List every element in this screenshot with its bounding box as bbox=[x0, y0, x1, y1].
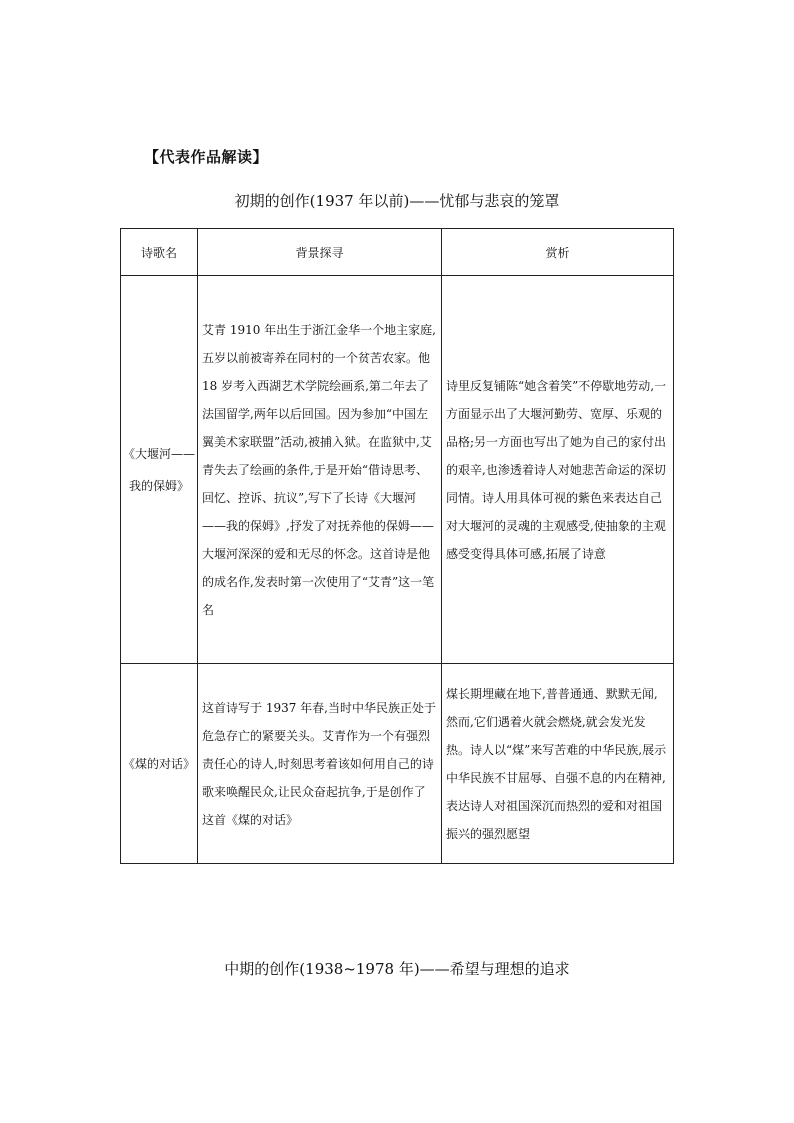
poem-name-cell: 《煤的对话》 bbox=[121, 664, 198, 864]
table-header-row bbox=[121, 229, 674, 276]
works-table bbox=[120, 228, 674, 864]
header-analysis: 赏析 bbox=[442, 229, 674, 276]
table-row bbox=[121, 276, 674, 664]
poem-name-cell: 《大堰河——我的保姆》 bbox=[121, 276, 198, 664]
analysis-cell: 诗里反复铺陈“她含着笑”不停歇地劳动,一方面显示出了大堰河勤劳、宽厚、乐观的品格;另一方面也写出了她为自己的家付出的艰辛,也渗透着诗人对她悲苦命运的深切同情。诗人用具体可视的紫色来表达自己对大堰河的灵魂的主观感受,使抽象的主观感受变得具体可感,拓展了诗意 bbox=[442, 276, 674, 664]
table-row bbox=[121, 664, 674, 864]
background-cell: 艾青 1910 年出生于浙江金华一个地主家庭,五岁以前被寄养在同村的一个贫苦农家。他 18 岁考入西湖艺术学院绘画系,第二年去了法国留学,两年以后回国。因为参加“中国左翼美术家联盟”活动,被捕入狱。在监狱中,艾青失去了绘画的条件,于是开始“借诗思考、回忆、控诉、抗议”,写下了长诗《大堰河——我的保姆》,抒发了对抚养他的保姆——大堰河深深的爱和无尽的怀念。这首诗是他的成名作,发表时第一次使用了“艾青”这一笔名 bbox=[198, 276, 442, 664]
background-cell: 这首诗写于 1937 年春,当时中华民族正处于危急存亡的紧要关头。艾青作为一个有强烈责任心的诗人,时刻思考着该如何用自己的诗歌来唤醒民众,让民众奋起抗争,于是创作了这首《煤的对话》 bbox=[198, 664, 442, 864]
analysis-cell: 煤长期埋藏在地下,普普通通、默默无闻,然而,它们遇着火就会燃烧,就会发光发热。诗人以“煤”来写苦难的中华民族,展示中华民族不甘屈辱、自强不息的内在精神,表达诗人对祖国深沉而热烈的爱和对祖国振兴的强烈愿望 bbox=[442, 664, 674, 864]
period-early-title: 初期的创作(1937 年以前)——忧郁与悲哀的笼罩 bbox=[234, 192, 560, 210]
header-poem-name: 诗歌名 bbox=[121, 229, 198, 276]
header-background: 背景探寻 bbox=[198, 229, 442, 276]
section-heading: 【代表作品解读】 bbox=[144, 148, 269, 166]
period-middle-title: 中期的创作(1938~1978 年)——希望与理想的追求 bbox=[224, 960, 570, 978]
